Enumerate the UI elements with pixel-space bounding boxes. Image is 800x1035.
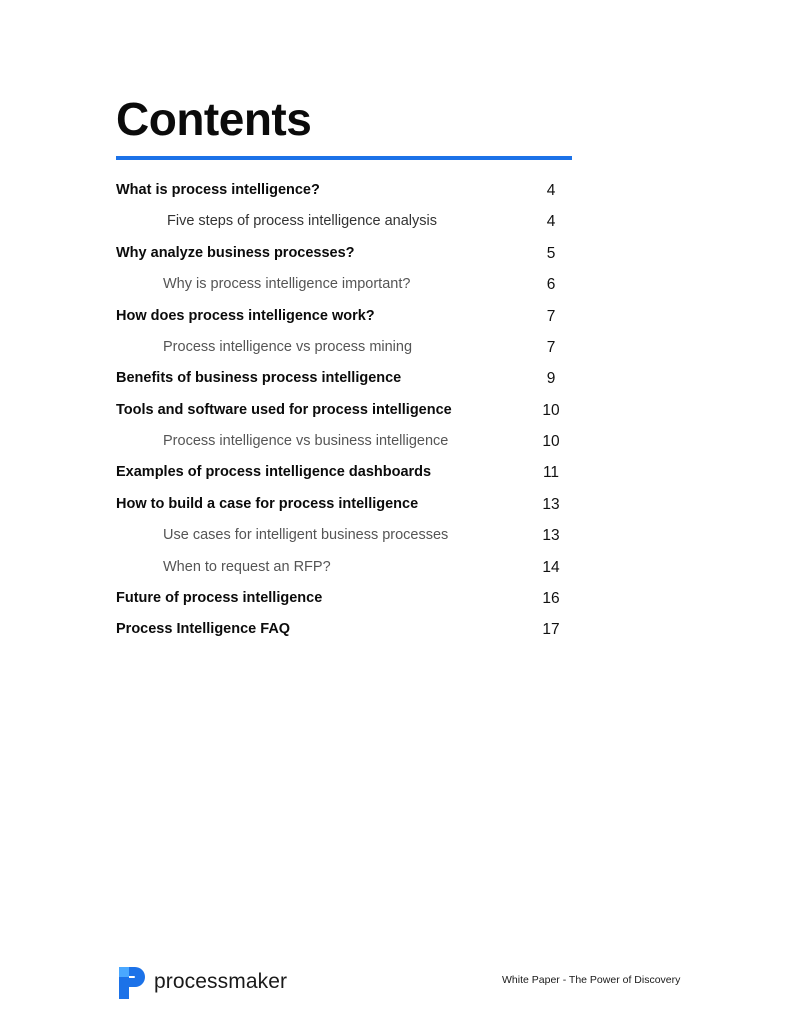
processmaker-logo [116, 964, 296, 1004]
toc-entry[interactable] [0, 176, 800, 207]
toc-subentry-label: Use cases for intelligent business processes [163, 527, 449, 543]
toc-subentry-page: 10 [542, 433, 560, 450]
toc-subentry-page: 6 [546, 276, 556, 293]
toc-subentry[interactable] [0, 207, 800, 238]
footer-note: White Paper - The Power of Discovery [502, 974, 681, 986]
toc-subentry-label: Why is process intelligence important? [163, 276, 411, 292]
processmaker-logo-icon [116, 964, 148, 1002]
toc-entry[interactable] [0, 239, 800, 270]
toc-entry-page: 13 [542, 496, 560, 513]
title-underline [116, 156, 572, 160]
toc-subentry-page: 14 [542, 559, 560, 576]
toc-entry[interactable] [0, 396, 800, 427]
toc-entry-page: 10 [542, 402, 560, 419]
toc-entry-label: How does process intelligence work? [116, 308, 375, 324]
toc-entry[interactable] [0, 364, 800, 395]
toc-subentry[interactable] [0, 333, 800, 364]
toc-subentry[interactable] [0, 427, 800, 458]
toc-entry-page: 17 [542, 621, 560, 638]
toc-entry-label: Benefits of business process intelligence [116, 370, 402, 386]
toc-entry[interactable] [0, 458, 800, 489]
toc-entry-label: Future of process intelligence [116, 590, 323, 606]
toc-entry[interactable] [0, 302, 800, 333]
toc-entry-label: Why analyze business processes? [116, 245, 355, 261]
toc-subentry[interactable] [0, 270, 800, 301]
toc-entry-page: 4 [546, 182, 556, 199]
toc-entry-page: 11 [542, 464, 560, 481]
toc-subentry[interactable] [0, 553, 800, 584]
toc-entry-label: What is process intelligence? [116, 182, 320, 198]
toc-entry-label: Examples of process intelligence dashboards [116, 464, 432, 480]
page-title: Contents [116, 93, 312, 145]
toc-entry-label: Process Intelligence FAQ [116, 621, 291, 637]
toc-subentry-label: Process intelligence vs process mining [163, 339, 413, 355]
toc-subentry-label: When to request an RFP? [163, 559, 331, 575]
brand-name: processmaker [154, 970, 288, 993]
toc-entry-label: Tools and software used for process intelligence [116, 402, 452, 418]
toc-subentry-page: 13 [542, 527, 560, 544]
toc-entry-page: 16 [542, 590, 560, 607]
toc-entry[interactable] [0, 615, 800, 646]
toc-subentry-label: Five steps of process intelligence analysis [167, 213, 437, 229]
toc-subentry-label: Process intelligence vs business intelligence [163, 433, 449, 449]
toc-entry[interactable] [0, 584, 800, 615]
toc-entry-page: 7 [546, 308, 556, 325]
toc-entry-page: 5 [546, 245, 556, 262]
toc-subentry-page: 7 [546, 339, 556, 356]
toc-subentry[interactable] [0, 521, 800, 552]
toc-entry[interactable] [0, 490, 800, 521]
toc-entry-page: 9 [546, 370, 556, 387]
toc-subentry-page: 4 [546, 213, 556, 230]
toc-entry-label: How to build a case for process intelligence [116, 496, 419, 512]
